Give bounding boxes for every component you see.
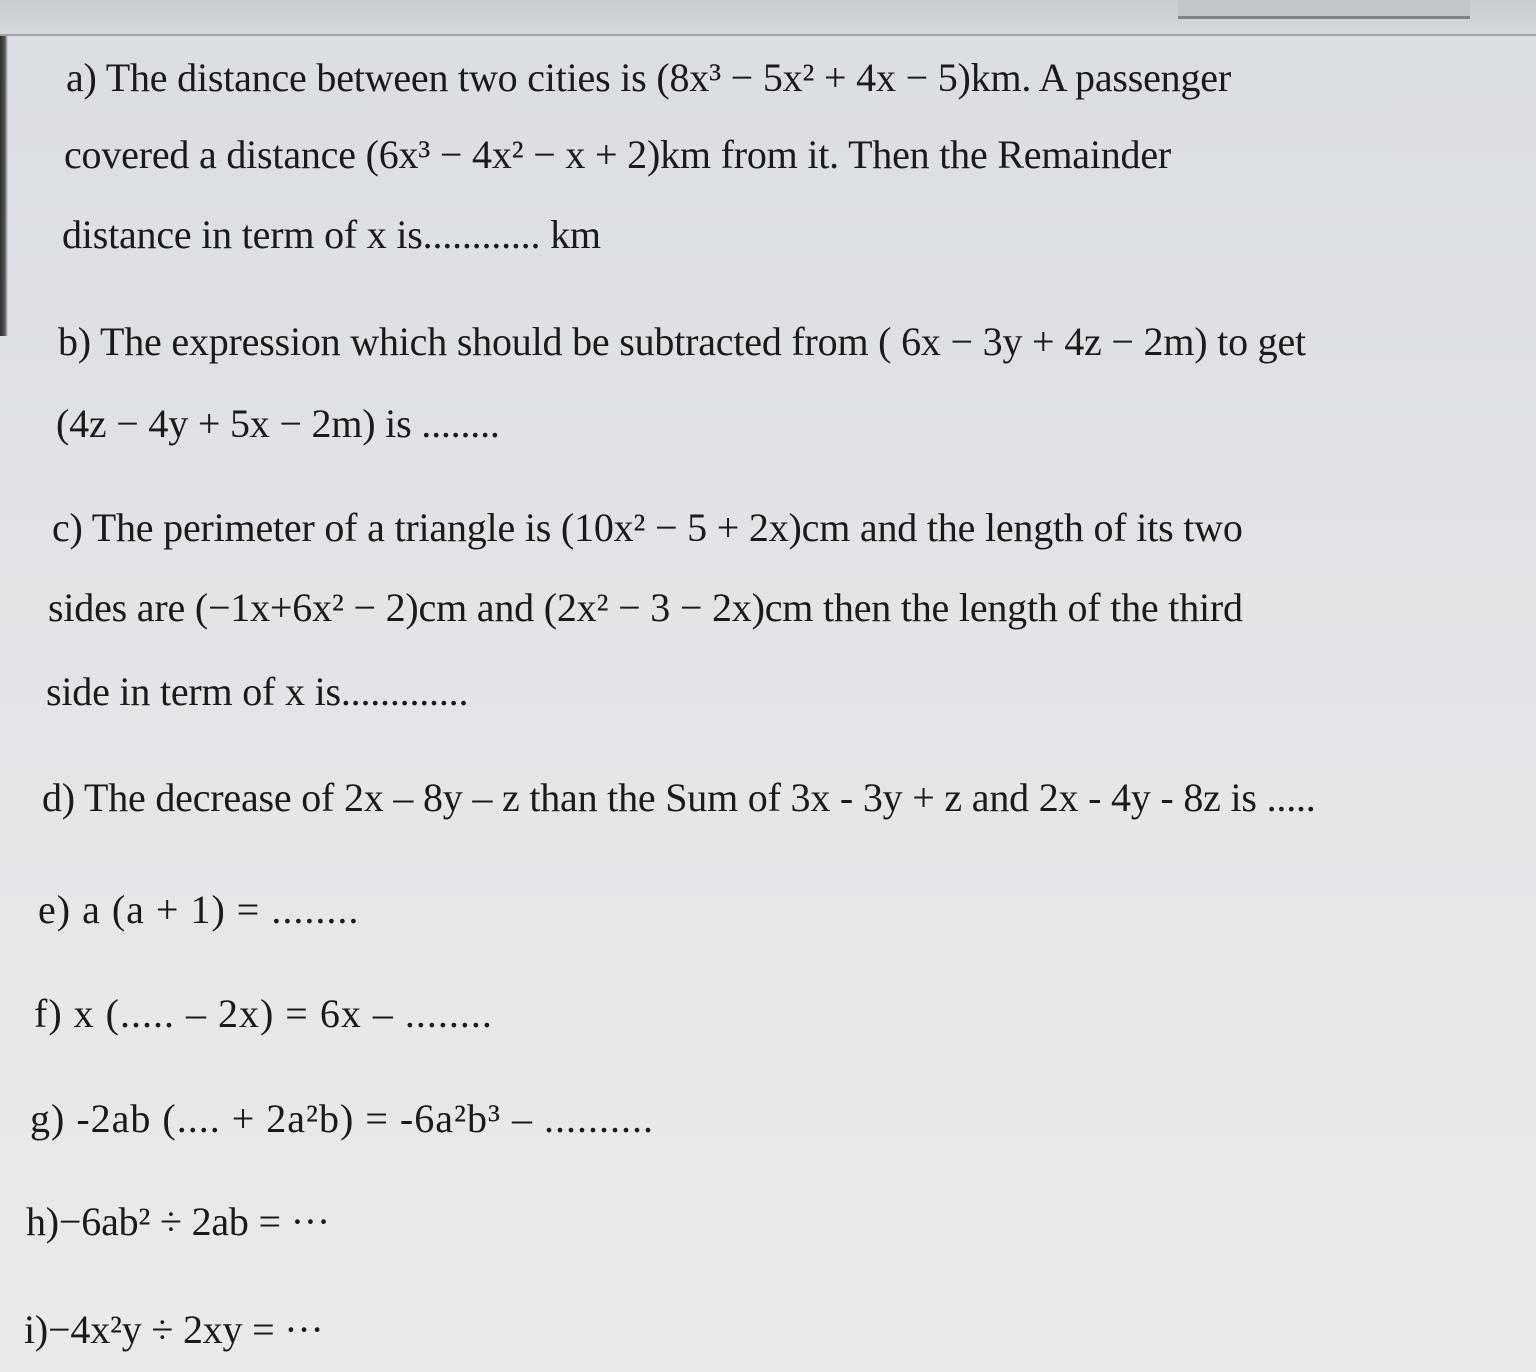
question-c-line-2: sides are (−1x+6x² − 2)cm and (2x² − 3 − 2x)cm then the length of the third — [48, 585, 1243, 630]
question-g-line-1: g) -2ab (.... + 2a²b) = -6a²b³ – .......... — [30, 1096, 654, 1141]
question-i-line-1: i)−4x²y ÷ 2xy = ··· — [24, 1307, 324, 1352]
question-f-line-1: f) x (..... – 2x) = 6x – ........ — [34, 991, 493, 1036]
question-e-line-1: e) a (a + 1) = ........ — [38, 887, 360, 932]
question-c-line-3: side in term of x is............. — [46, 669, 469, 714]
question-c-line-1: c) The perimeter of a triangle is (10x² − 5 + 2x)cm and the length of its two — [52, 505, 1243, 550]
question-a-line-1: a) The distance between two cities is (8x³ − 5x² + 4x − 5)km. A passenger — [66, 55, 1231, 100]
top-edge — [0, 0, 1536, 36]
top-tab — [1178, 0, 1470, 19]
question-b-line-2: (4z − 4y + 5x − 2m) is ........ — [56, 401, 500, 446]
question-h-line-1: h)−6ab² ÷ 2ab = ··· — [26, 1199, 331, 1244]
question-a-line-2: covered a distance (6x³ − 4x² − x + 2)km from it. Then the Remainder — [64, 132, 1172, 177]
question-a-line-3: distance in term of x is............ km — [62, 212, 601, 257]
question-d-line-1: d) The decrease of 2x – 8y – z than the Sum of 3x - 3y + z and 2x - 4y - 8z is ..... — [42, 775, 1316, 820]
left-edge — [0, 36, 8, 336]
question-b-line-1: b) The expression which should be subtracted from ( 6x − 3y + 4z − 2m) to get — [58, 319, 1306, 364]
